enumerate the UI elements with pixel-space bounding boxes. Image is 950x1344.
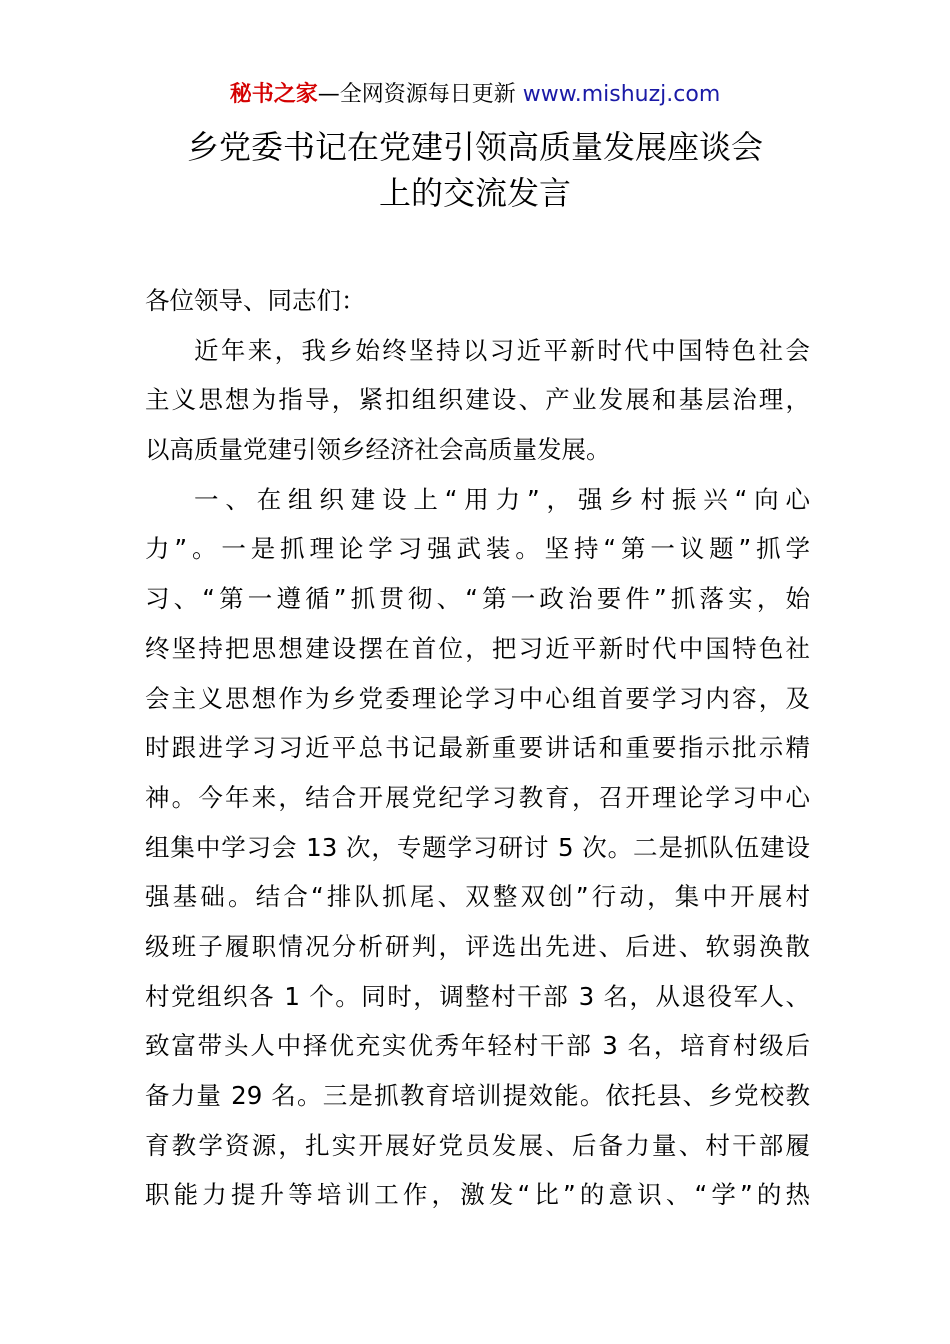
- document-title-line-2: 上的交流发言: [378, 174, 571, 212]
- paragraph-1-line: 近年来，我乡始终坚持以习近平新时代中国特色社会: [194, 335, 810, 365]
- paragraph-2-line: 备力量 29 名。三是抓教育培训提效能。依托县、乡党校教: [145, 1081, 810, 1110]
- paragraph-2-line: 级班子履职情况分析研判，评选出先进、后进、软弱涣散: [145, 931, 810, 961]
- paragraph-2-line: 强基础。结合“排队抓尾、双整双创”行动，集中开展村: [145, 882, 810, 912]
- paragraph-2-line: 时跟进学习习近平总书记最新重要讲话和重要指示批示精: [145, 733, 810, 763]
- paragraph-2-line: 组集中学习会 13 次，专题学习研讨 5 次。二是抓队伍建设: [145, 832, 810, 862]
- site-header: [0, 78, 950, 112]
- paragraph-2-line: 一、在组织建设上“用力”，强乡村振兴“向心: [194, 484, 810, 514]
- paragraph-2-line: 村党组织各 1 个。同时，调整村干部 3 名，从退役军人、: [145, 981, 810, 1011]
- site-tagline: —全网资源每日更新: [317, 82, 523, 107]
- paragraph-1-line: 主义思想为指导，紧扣组织建设、产业发展和基层治理，: [145, 385, 810, 415]
- paragraph-1-line: 以高质量党建引领乡经济社会高质量发展。: [145, 435, 611, 465]
- paragraph-2-line: 致富带头人中择优充实优秀年轻村干部 3 名，培育村级后: [145, 1031, 810, 1061]
- paragraph-2-line: 终坚持把思想建设摆在首位，把习近平新时代中国特色社: [145, 633, 810, 663]
- document-body: [145, 276, 810, 1220]
- site-brand: 秘书之家: [229, 82, 318, 107]
- paragraph-2-line: 会主义思想作为乡党委理论学习中心组首要学习内容，及: [145, 683, 810, 713]
- document-title: [100, 124, 850, 216]
- paragraph-2-line: 职能力提升等培训工作，激发“比”的意识、“学”的热: [145, 1180, 810, 1210]
- document-title-line-1: 乡党委书记在党建引领高质量发展座谈会: [186, 128, 763, 166]
- paragraph-2-line: 神。今年来，结合开展党纪学习教育，召开理论学习中心: [145, 782, 810, 812]
- paragraph-2-line: 力”。一是抓理论学习强武装。坚持“第一议题”抓学: [145, 534, 810, 564]
- paragraph-2-line: 育教学资源，扎实开展好党员发展、后备力量、村干部履: [145, 1130, 810, 1160]
- paragraph-2-line: 习、“第一遵循”抓贯彻、“第一政治要件”抓落实，始: [145, 584, 810, 614]
- salutation: 各位领导、同志们：: [145, 286, 366, 315]
- site-url-link[interactable]: www.mishuzj.com: [522, 82, 721, 107]
